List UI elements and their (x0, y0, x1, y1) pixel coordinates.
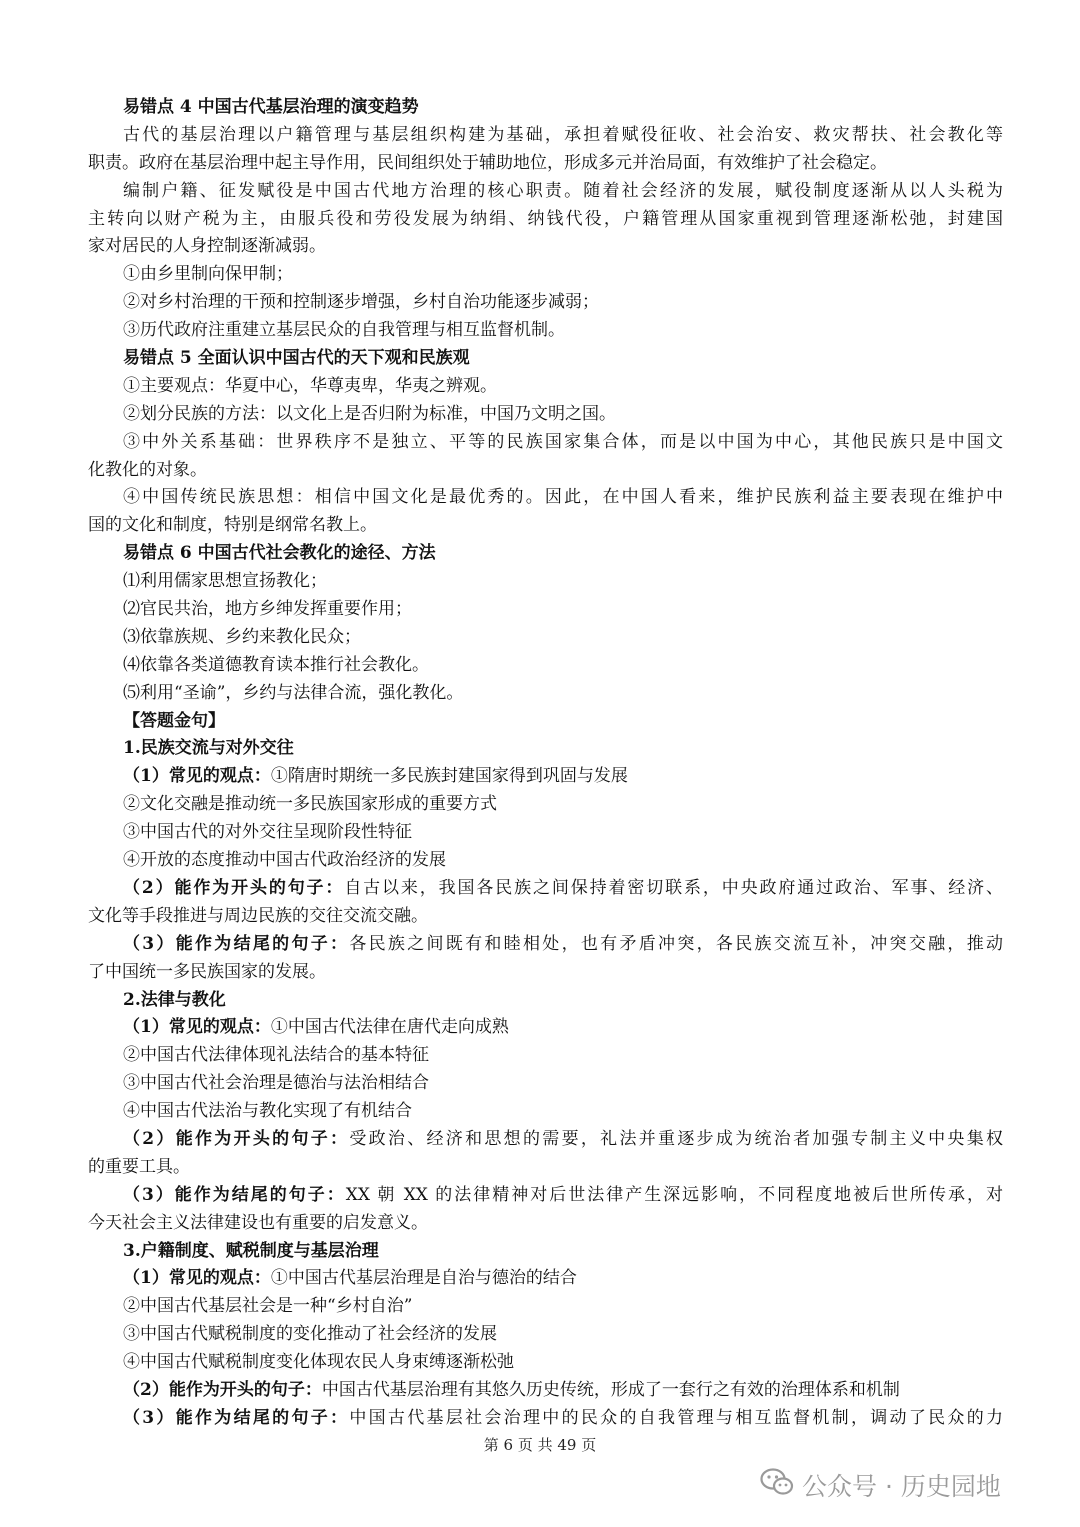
text-line (123, 847, 1003, 875)
text-line (123, 429, 1003, 457)
line-text: ②中国古代基层社会是一种“乡村自治” (123, 1296, 413, 1317)
line-prefix: （1）常见的观点： (123, 1017, 271, 1038)
line-text: ⑸利用“圣谕”，乡约与法律合流，强化教化。 (123, 682, 464, 703)
line-text: 中国古代基层社会治理中的民众的自我管理与相互监督机制，调动了民众的力 (349, 1407, 1003, 1428)
line-prefix: （2）能作为开头的句子： (123, 877, 345, 898)
text-line (123, 289, 1003, 317)
text-line (123, 1321, 1003, 1349)
line-text: ①中国古代基层治理是自治与德治的结合 (270, 1268, 577, 1289)
line-prefix: （1）常见的观点： (123, 1268, 271, 1289)
line-prefix: （3）能作为结尾的句子： (123, 933, 350, 954)
text-line (123, 1349, 1003, 1377)
line-text: ①隋唐时期统一多民族封建国家得到巩固与发展 (270, 766, 628, 787)
line-text: XX 朝 XX 的法律精神对后世法律产生深远影响，不同程度地被后世所传承，对 (345, 1184, 1003, 1205)
text-line (123, 540, 1003, 568)
line-text: 1.民族交流与对外交往 (123, 738, 294, 759)
line-text: ④开放的态度推动中国古代政治经济的发展 (123, 850, 446, 871)
line-text: ④中国传统民族思想：相信中国文化是最优秀的。因此，在中国人看来，维护民族利益主要表现在维护中 (123, 487, 1003, 508)
line-text: 的重要工具。 (88, 1156, 190, 1177)
line-text: 今天社会主义法律建设也有重要的启发意义。 (88, 1212, 428, 1233)
line-text: ④中国古代法治与教化实现了有机结合 (123, 1101, 412, 1122)
line-text: ②中国古代法律体现礼法结合的基本特征 (123, 1045, 429, 1066)
text-line (123, 1265, 1003, 1293)
text-line (123, 1098, 1003, 1126)
text-line (88, 233, 1003, 261)
watermark-text: 公众号 · 历史园地 (802, 1472, 1001, 1501)
line-text: 编制户籍、征发赋役是中国古代地方治理的核心职责。随着社会经济的发展，赋役制度逐渐从以人头税为 (123, 180, 1003, 201)
line-text: ③中国古代赋税制度的变化推动了社会经济的发展 (123, 1324, 497, 1345)
text-line (123, 819, 1003, 847)
text-line (88, 512, 1003, 540)
line-text: 中国古代基层治理有其悠久历史传统，形成了一套行之有效的治理体系和机制 (321, 1379, 900, 1400)
line-text: ③历代政府注重建立基层民众的自我管理与相互监督机制。 (123, 320, 565, 341)
line-prefix: （3）能作为结尾的句子： (123, 1184, 346, 1205)
text-line (123, 178, 1003, 206)
line-prefix: （1）常见的观点： (123, 766, 271, 787)
line-text: 了中国统一多民族国家的发展。 (88, 961, 326, 982)
text-line (88, 1210, 1003, 1238)
text-line (88, 1154, 1003, 1182)
line-prefix: （2）能作为开头的句子： (123, 1379, 322, 1400)
text-line (123, 1405, 1003, 1433)
text-line (123, 484, 1003, 512)
line-text: ①主要观点：华夏中心，华尊夷卑，华夷之辨观。 (123, 375, 497, 396)
line-text: 受政治、经济和思想的需要，礼法并重逐步成为统治者加强专制主义中央集权 (349, 1128, 1003, 1149)
line-text: 职责。政府在基层治理中起主导作用，民间组织处于辅助地位，形成多元并治局面，有效维护了社会稳定。 (88, 152, 887, 173)
text-line (123, 317, 1003, 345)
line-text: 易错点 6 中国古代社会教化的途径、方法 (123, 543, 436, 564)
line-text: 【答题金句】 (123, 710, 225, 731)
text-line (123, 596, 1003, 624)
text-line (123, 1126, 1003, 1154)
text-line (123, 1182, 1003, 1210)
line-text: ④中国古代赋税制度变化体现农民人身束缚逐渐松弛 (123, 1352, 514, 1373)
line-text: 文化等手段推进与周边民族的交往交流交融。 (88, 905, 428, 926)
line-text: 3.户籍制度、赋税制度与基层治理 (123, 1240, 379, 1261)
text-line (88, 959, 1003, 987)
text-line (123, 624, 1003, 652)
line-prefix: （3）能作为结尾的句子： (123, 1407, 350, 1428)
text-line (123, 568, 1003, 596)
line-text: 各民族之间既有和睦相处，也有矛盾冲突，各民族交流互补，冲突交融，推动 (349, 933, 1003, 954)
text-line (123, 1377, 1003, 1405)
text-line (88, 150, 1003, 178)
text-line (123, 735, 1003, 763)
text-line (123, 763, 1003, 791)
text-line (123, 1070, 1003, 1098)
text-line (123, 652, 1003, 680)
text-line (123, 1042, 1003, 1070)
text-line (123, 345, 1003, 373)
text-line (123, 373, 1003, 401)
line-text: 化教化的对象。 (88, 459, 207, 480)
line-text: ②划分民族的方法：以文化上是否归附为标准，中国乃文明之国。 (123, 403, 616, 424)
line-text: 国的文化和制度，特别是纲常名教上。 (88, 515, 377, 536)
line-text: ①由乡里制向保甲制； (123, 264, 293, 285)
text-line (88, 206, 1003, 234)
line-text: 主转向以财产税为主，由服兵役和劳役发展为纳绢、纳钱代役，户籍管理从国家重视到管理逐渐松弛，封建国 (88, 208, 1003, 229)
line-text: 易错点 4 中国古代基层治理的演变趋势 (123, 97, 419, 117)
page-footer: 第 6 页 共 49 页 (483, 1436, 597, 1454)
line-text: ③中国古代的对外交往呈现阶段性特征 (123, 822, 412, 843)
text-line (123, 1014, 1003, 1042)
line-text: ②文化交融是推动统一多民族国家形成的重要方式 (123, 794, 497, 815)
line-text: ②对乡村治理的干预和控制逐步增强，乡村自治功能逐步减弱； (123, 292, 599, 313)
text-line (88, 457, 1003, 485)
line-text: 易错点 5 全面认识中国古代的天下观和民族观 (123, 348, 470, 369)
text-line (123, 94, 1003, 122)
text-line (123, 791, 1003, 819)
line-text: ③中国古代社会治理是德治与法治相结合 (123, 1073, 429, 1094)
line-text: ⑷依靠各类道德教育读本推行社会教化。 (123, 654, 429, 675)
line-text: 家对居民的人身控制逐渐减弱。 (88, 236, 326, 257)
text-line (123, 931, 1003, 959)
text-line (123, 680, 1003, 708)
line-text: ⑶依靠族规、乡约来教化民众； (123, 626, 361, 647)
text-line (123, 987, 1003, 1015)
wechat-icon (760, 1467, 794, 1503)
line-text: ⑵官民共治，地方乡绅发挥重要作用； (123, 599, 412, 620)
line-prefix: （2）能作为开头的句子： (123, 1128, 350, 1149)
text-line (123, 875, 1003, 903)
line-text: 自古以来，我国各民族之间保持着密切联系，中央政府通过政治、军事、经济、 (344, 877, 1003, 898)
document-body (88, 94, 1003, 1433)
text-line (123, 122, 1003, 150)
text-line (123, 261, 1003, 289)
text-line (123, 401, 1003, 429)
line-text: ⑴利用儒家思想宣扬教化； (123, 571, 327, 592)
text-line (123, 708, 1003, 736)
text-line (88, 903, 1003, 931)
line-text: 2.法律与教化 (123, 989, 226, 1010)
line-text: ①中国古代法律在唐代走向成熟 (270, 1017, 509, 1038)
text-line (123, 1238, 1003, 1266)
watermark (760, 1468, 1001, 1502)
text-line (123, 1293, 1003, 1321)
line-text: 古代的基层治理以户籍管理与基层组织构建为基础，承担着赋役征收、社会治安、救灾帮扶、社会教化等 (123, 124, 1003, 145)
line-text: ③中外关系基础：世界秩序不是独立、平等的民族国家集合体，而是以中国为中心，其他民族只是中国文 (123, 431, 1003, 452)
